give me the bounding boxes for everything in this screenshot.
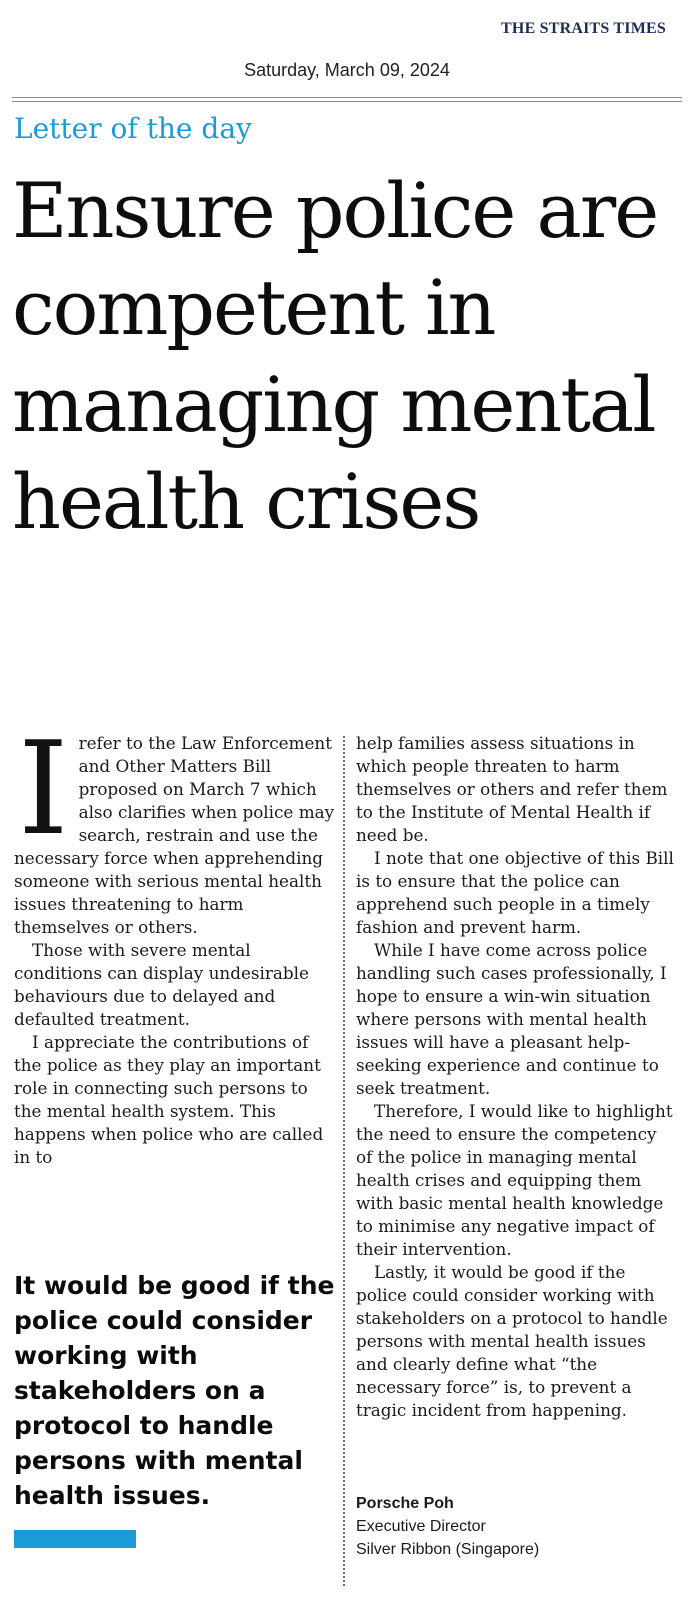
- article-column-right: [356, 732, 678, 1422]
- article-paragraph: I note that one objective of this Bill is to ensure that the police can apprehend such people in a timely fashion and prevent harm.: [356, 848, 674, 937]
- header-divider-top: [12, 97, 682, 98]
- signature-block: [356, 1492, 539, 1561]
- column-divider: [343, 736, 345, 1586]
- masthead-logo: THE STRAITS TIMES: [501, 20, 666, 37]
- author-name: Porsche Poh: [356, 1495, 454, 1512]
- accent-bar: [14, 1530, 136, 1548]
- article-column-left: [14, 715, 336, 1169]
- author-title: Executive Director: [356, 1518, 486, 1535]
- header-divider-bottom: [12, 101, 682, 102]
- article-paragraph: I appreciate the contributions of the police as they play an important role in connecting such persons to the mental health system. This happens when police who are called in to: [14, 1032, 324, 1167]
- article-paragraph: While I have come across police handling such cases professionally, I hope to ensure a win-win situation where persons with mental health issues will have a pleasant help-seeking experience and continue to seek treatment.: [356, 940, 667, 1098]
- article-paragraph: help families assess situations in which people threaten to harm themselves or others and refer them to the Institute of Mental Health if need be.: [356, 733, 668, 845]
- article-paragraph: Therefore, I would like to highlight the need to ensure the competency of the police in managing mental health crises and equipping them with basic mental health knowledge to minimise any negative impact of their intervention.: [356, 1101, 673, 1259]
- article-paragraph: Lastly, it would be good if the police could consider working with stakeholders on a protocol to handle persons with mental health issues and clearly define what “the necessary force” is, to prevent a tragic incident from happening.: [356, 1262, 668, 1420]
- article-paragraph: refer to the Law Enforcement and Other Matters Bill proposed on March 7 which also clarifies when police may search, restrain and use the necessary force when apprehending someone with serious mental health issues threatening to harm themselves or others.: [14, 733, 335, 937]
- section-label: Letter of the day: [14, 112, 252, 145]
- headline: Ensure police are competent in managing mental health crises: [12, 166, 658, 546]
- pull-quote: It would be good if the police could consider working with stakeholders on a protocol to handle persons with mental health issues.: [14, 1271, 335, 1510]
- drop-cap: I: [18, 715, 69, 864]
- article-paragraph: Those with severe mental conditions can display undesirable behaviours due to delayed and defaulted treatment.: [14, 940, 309, 1029]
- publication-date: Saturday, March 09, 2024: [244, 60, 450, 80]
- author-organization: Silver Ribbon (Singapore): [356, 1541, 540, 1558]
